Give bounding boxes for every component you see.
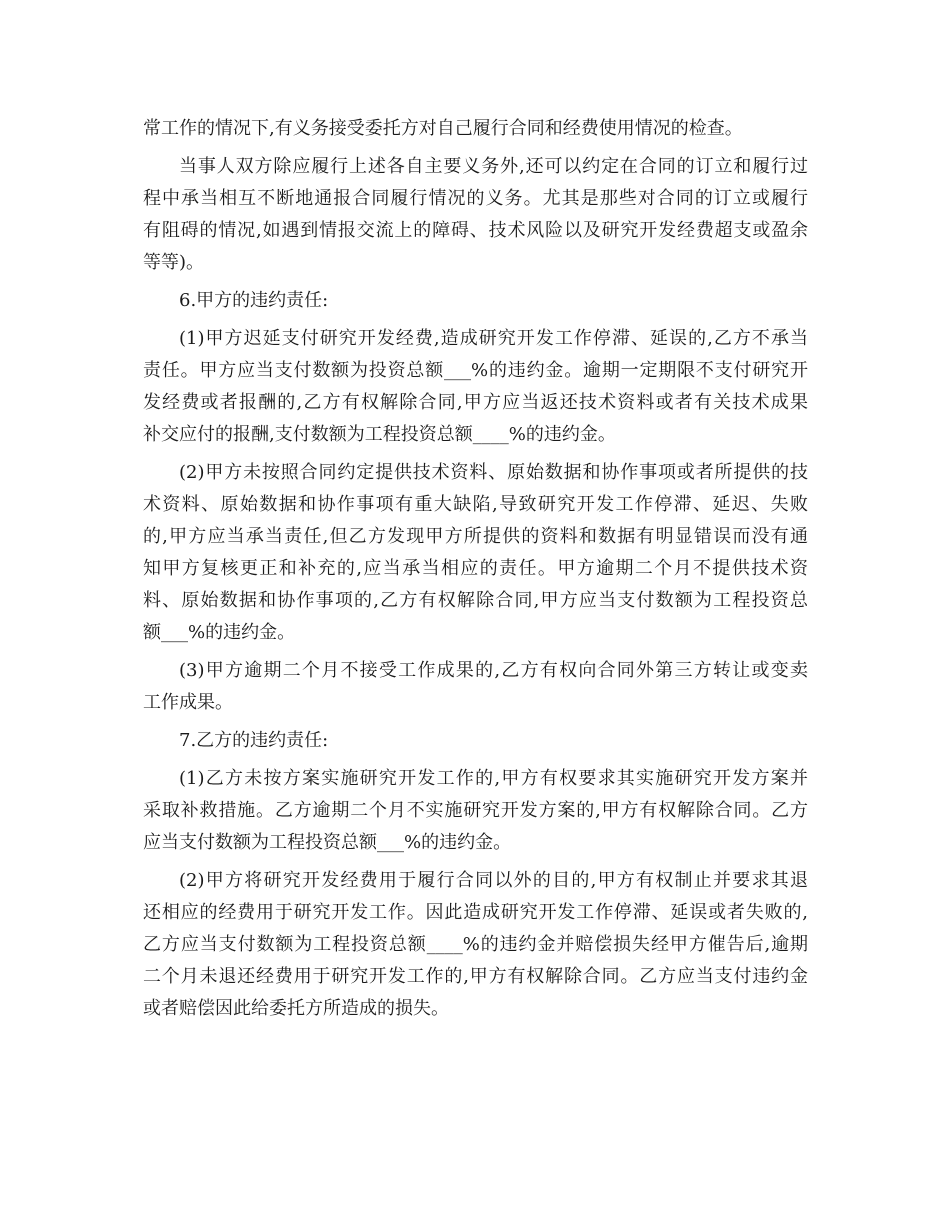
document-body <box>143 113 808 1025</box>
text-line: 二个月未退还经费用于研究开发工作的,甲方有权解除合同。乙方应当支付违约金 <box>143 966 808 987</box>
text-line: (1)乙方未按方案实施研究开发工作的,甲方有权要求其实施研究开发方案并 <box>179 768 808 789</box>
text-line: 料、原始数据和协作事项的,乙方有权解除合同,甲方应当支付数额为工程投资总 <box>143 590 808 611</box>
paragraph <box>143 655 808 719</box>
text-line: 6.甲方的违约责任: <box>179 290 329 311</box>
paragraph <box>143 323 808 451</box>
text-line: 的,甲方应当承当责任,但乙方发现甲方所提供的资料和数据有明显错误而没有通 <box>143 526 808 547</box>
text-line: 程中承当相互不断地通报合同履行情况的义务。尤其是那些对合同的订立或履行 <box>143 188 808 209</box>
text-line: 常工作的情况下,有义务接受委托方对自己履行合同和经费使用情况的检查。 <box>143 118 743 139</box>
text-line: 发经费或者报酬的,乙方有权解除合同,甲方应当返还技术资料或者有关技术成果 <box>143 392 808 413</box>
text-line: 当事人双方除应履行上述各自主要义务外,还可以约定在合同的订立和履行过 <box>179 156 808 177</box>
text-line: 等等)。 <box>143 252 205 273</box>
text-line: 7.乙方的违约责任: <box>179 730 329 751</box>
text-line: 知甲方复核更正和补充的,应当承当相应的责任。甲方逾期二个月不提供技术资 <box>143 558 808 579</box>
text-line: 乙方应当支付数额为工程投资总额____%的违约金并赔偿损失经甲方催告后,逾期 <box>143 934 808 955</box>
text-line: (1)甲方迟延支付研究开发经费,造成研究开发工作停滞、延误的,乙方不承当 <box>179 328 808 349</box>
text-line: (2)甲方未按照合同约定提供技术资料、原始数据和协作事项或者所提供的技 <box>179 462 808 483</box>
paragraph <box>143 763 808 859</box>
text-line: (2)甲方将研究开发经费用于履行合同以外的目的,甲方有权制止并要求其退 <box>179 870 808 891</box>
paragraph <box>143 865 808 1025</box>
text-line: 有阻碍的情况,如遇到情报交流上的障碍、技术风险以及研究开发经费超支或盈余 <box>143 220 808 241</box>
text-line: 或者赔偿因此给委托方所造成的损失。 <box>143 998 449 1019</box>
paragraph <box>143 113 808 145</box>
text-line: 还相应的经费用于研究开发工作。因此造成研究开发工作停滞、延误或者失败的, <box>143 902 808 923</box>
text-line: 术资料、原始数据和协作事项有重大缺陷,导致研究开发工作停滞、延迟、失败 <box>143 494 808 515</box>
text-line: 采取补救措施。乙方逾期二个月不实施研究开发方案的,甲方有权解除合同。乙方 <box>143 800 808 821</box>
text-line: 补交应付的报酬,支付数额为工程投资总额____%的违约金。 <box>143 424 616 445</box>
paragraph <box>143 285 808 317</box>
paragraph <box>143 151 808 279</box>
paragraph <box>143 725 808 757</box>
text-line: 责任。甲方应当支付数额为投资总额___%的违约金。逾期一定期限不支付研究开 <box>143 360 808 381</box>
text-line: 工作成果。 <box>143 692 233 713</box>
text-line: 额___%的违约金。 <box>143 622 296 643</box>
text-line: 应当支付数额为工程投资总额___%的违约金。 <box>143 832 512 853</box>
text-line: (3)甲方逾期二个月不接受工作成果的,乙方有权向合同外第三方转让或变卖 <box>179 660 808 681</box>
paragraph <box>143 457 808 649</box>
